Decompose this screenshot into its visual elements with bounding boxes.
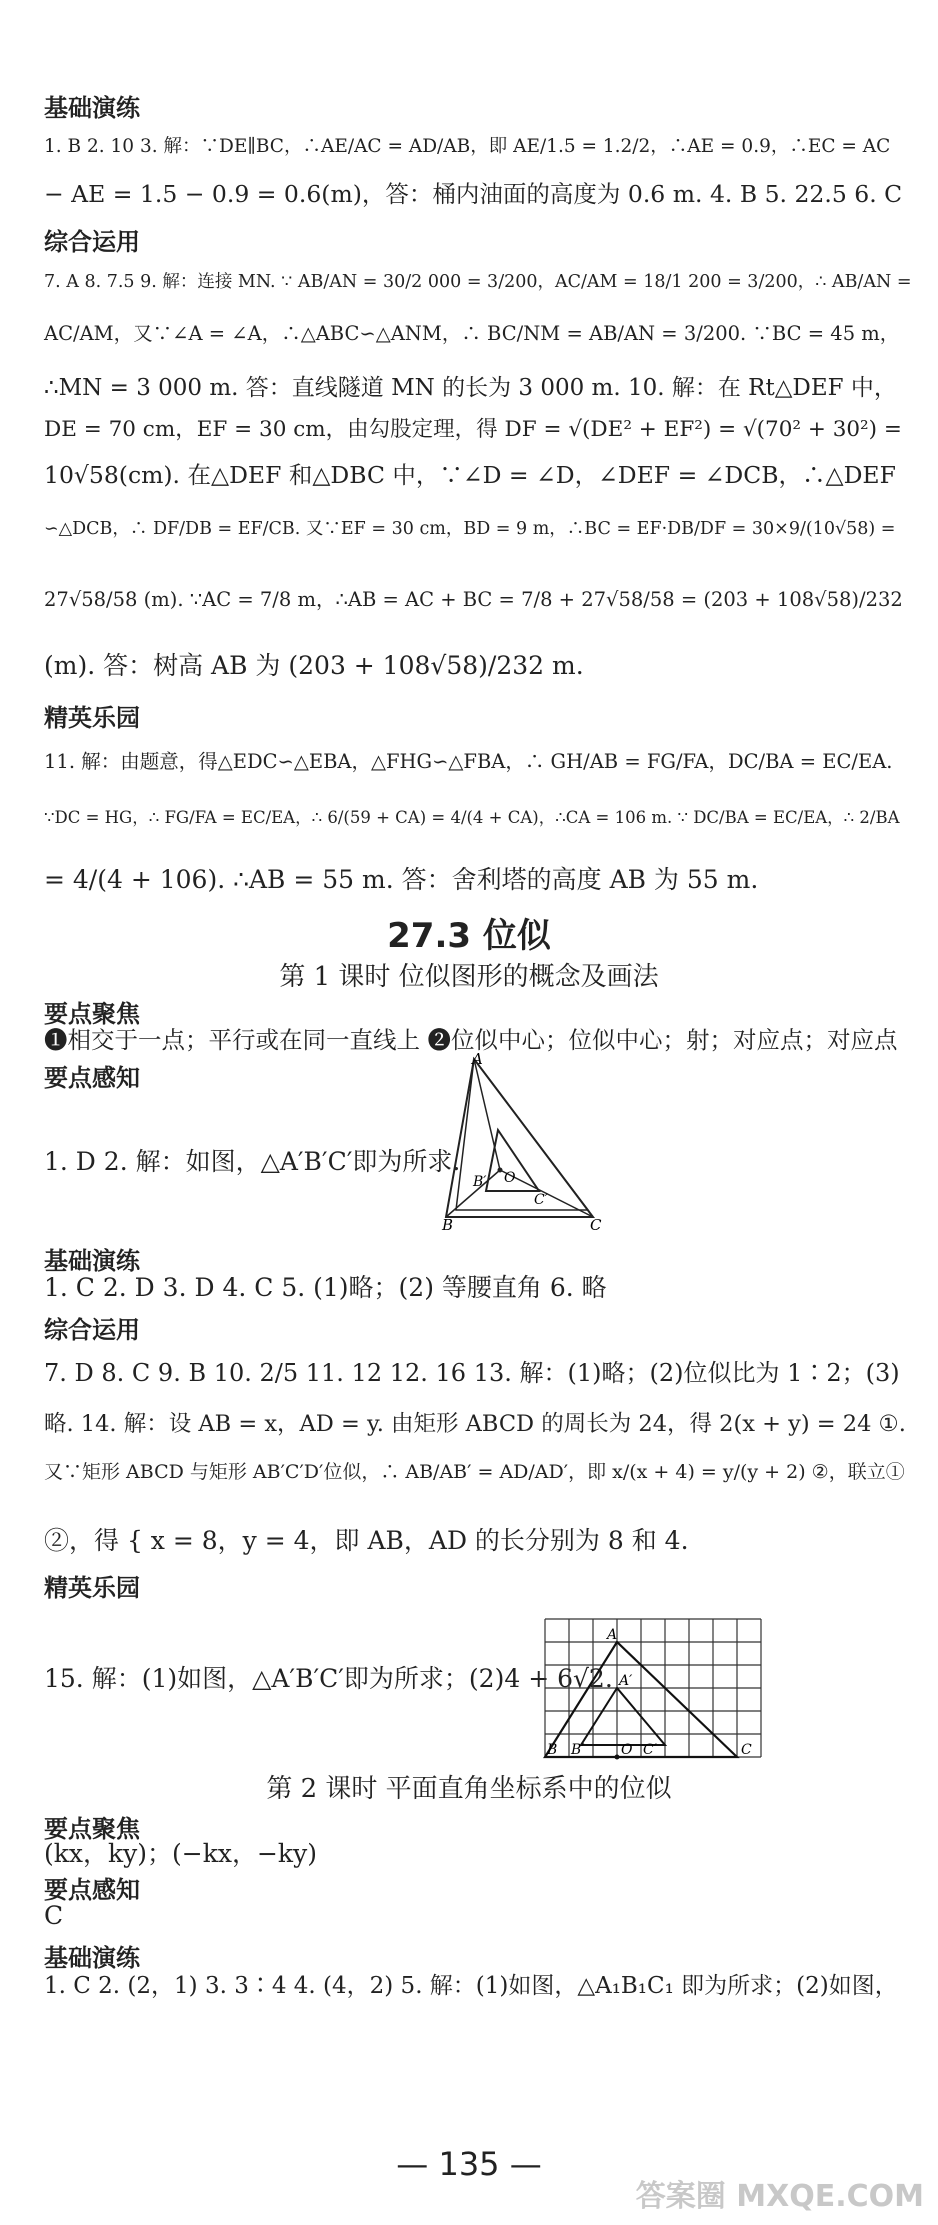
section-heading: 综合运用 [44, 228, 140, 256]
answer-line: 1. C 2. (2，1) 3. 3∶4 4. (4，2) 5. 解：(1)如图，△A₁B₁C₁ 即为所求；(2)如图， [44, 1973, 898, 1999]
answer-line: = 4/(4 + 106). ∴AB = 55 m. 答：舍利塔的高度 AB 为 55 m. [44, 865, 759, 894]
section-heading: 要点感知 [44, 1876, 140, 1904]
answer-line: 1. B 2. 10 3. 解：∵DE∥BC，∴AE/AC = AD/AB，即 AE/1.5 = 1.2/2，∴AE = 0.9，∴EC = AC [44, 136, 891, 157]
label-c-prime: C′ [643, 1742, 657, 1758]
answer-line: 1. D 2. 解：如图，△A′B′C′即为所求. [44, 1147, 461, 1176]
lesson-title: 第 2 课时 平面直角坐标系中的位似 [266, 1774, 672, 1804]
label-o: O [621, 1742, 633, 1758]
answer-line: ∵DC = HG，∴ FG/FA = EC/EA，∴ 6/(59 + CA) = 4/(4 + CA)，∴CA = 106 m. ∵ DC/BA = EC/EA，∴ 2/BA [44, 808, 900, 827]
section-heading: 精英乐园 [44, 704, 140, 732]
answer-line: ②，得 { x = 8，y = 4，即 AB，AD 的长分别为 8 和 4. [44, 1526, 689, 1555]
answer-line: 10√58(cm). 在△DEF 和△DBC 中，∵∠D = ∠D，∠DEF = ∠DCB，∴△DEF [44, 461, 896, 489]
section-heading: 精英乐园 [44, 1574, 140, 1602]
page-number: — 135 — [396, 2145, 542, 2183]
section-heading: 综合运用 [44, 1316, 140, 1344]
grid-homothety-figure [543, 1617, 763, 1762]
answer-line: ∽△DCB，∴ DF/DB = EF/CB. 又∵EF = 30 cm，BD = 9 m，∴BC = EF·DB/DF = 30×9/(10√58) = [44, 519, 896, 539]
triangle-abc [446, 1059, 593, 1217]
answer-line: 1. C 2. D 3. D 4. C 5. (1)略；(2) 等腰直角 6. 略 [44, 1273, 607, 1302]
answer-line: DE = 70 cm，EF = 30 cm，由勾股定理，得 DF = √(DE² + EF²) = √(70² + 30²) = [44, 417, 902, 442]
section-heading: 基础演练 [44, 1247, 140, 1275]
answer-line: 7. A 8. 7.5 9. 解：连接 MN. ∵ AB/AN = 30/2 000 = 3/200，AC/AM = 18/1 200 = 3/200，∴ AB/AN = [44, 272, 912, 292]
answer-line: 27√58/58 (m). ∵AC = 7/8 m，∴AB = AC + BC = 7/8 + 27√58/58 = (203 + 108√58)/232 [44, 588, 903, 611]
answer-line: 7. D 8. C 9. B 10. 2/5 11. 12 12. 16 13. 解：(1)略；(2)位似比为 1∶2；(3) [44, 1359, 900, 1387]
section-heading: 基础演练 [44, 1944, 140, 1972]
section-title: 27.3 位似 [387, 916, 551, 956]
label-a: A [472, 1050, 483, 1068]
label-b-prime: B′ [473, 1174, 487, 1190]
answer-line: AC/AM，又∵∠A = ∠A，∴△ABC∽△ANM，∴ BC/NM = AB/AN = 3/200. ∵BC = 45 m， [44, 322, 900, 345]
answer-line: (kx，ky)；(−kx，−ky) [44, 1839, 317, 1868]
answer-line: ∴MN = 3 000 m. 答：直线隧道 MN 的长为 3 000 m. 10. 解：在 Rt△DEF 中， [44, 375, 897, 401]
center-point-o [615, 1755, 620, 1760]
section-heading: 基础演练 [44, 94, 140, 122]
answer-line: 15. 解：(1)如图，△A′B′C′即为所求；(2)4 + 6√2. [44, 1664, 613, 1693]
label-b: B [442, 1216, 454, 1234]
section-heading: 要点聚焦 [44, 1000, 140, 1028]
label-c-prime: C′ [534, 1192, 548, 1208]
label-b: B [547, 1742, 558, 1758]
label-c: C [741, 1742, 752, 1758]
answer-line: C [44, 1901, 64, 1930]
section-heading: 要点感知 [44, 1064, 140, 1092]
answer-line: 略. 14. 解：设 AB = x，AD = y. 由矩形 ABCD 的周长为 24，得 2(x + y) = 24 ①. [44, 1411, 906, 1437]
answer-line: ❶相交于一点；平行或在同一直线上 ❷位似中心；位似中心；射；对应点；对应点 [44, 1026, 898, 1054]
label-a: A [607, 1627, 618, 1643]
label-c: C [590, 1216, 602, 1234]
homothety-triangle-figure [438, 1052, 600, 1232]
answer-line: (m). 答：树高 AB 为 (203 + 108√58)/232 m. [44, 651, 584, 680]
lesson-title: 第 1 课时 位似图形的概念及画法 [279, 962, 659, 992]
label-b-prime: B′ [571, 1742, 585, 1758]
label-a-prime: A′ [619, 1673, 633, 1689]
answer-line: 又∵矩形 ABCD 与矩形 AB′C′D′位似，∴ AB/AB′ = AD/AD′，即 x/(x + 4) = y/(y + 2) ②，联立① [44, 1461, 905, 1483]
watermark: 答案圈 MXQE.COM [635, 2179, 924, 2214]
label-o: O [504, 1170, 516, 1186]
answer-line: 11. 解：由题意，得△EDC∽△EBA，△FHG∽△FBA，∴ GH/AB = FG/FA，DC/BA = EC/EA. [44, 750, 893, 773]
grid-lines [545, 1619, 761, 1757]
section-heading: 要点聚焦 [44, 1815, 140, 1843]
center-point-o [498, 1168, 503, 1173]
answer-line: − AE = 1.5 − 0.9 = 0.6(m)，答：桶内油面的高度为 0.6 m. 4. B 5. 22.5 6. C [44, 180, 903, 208]
